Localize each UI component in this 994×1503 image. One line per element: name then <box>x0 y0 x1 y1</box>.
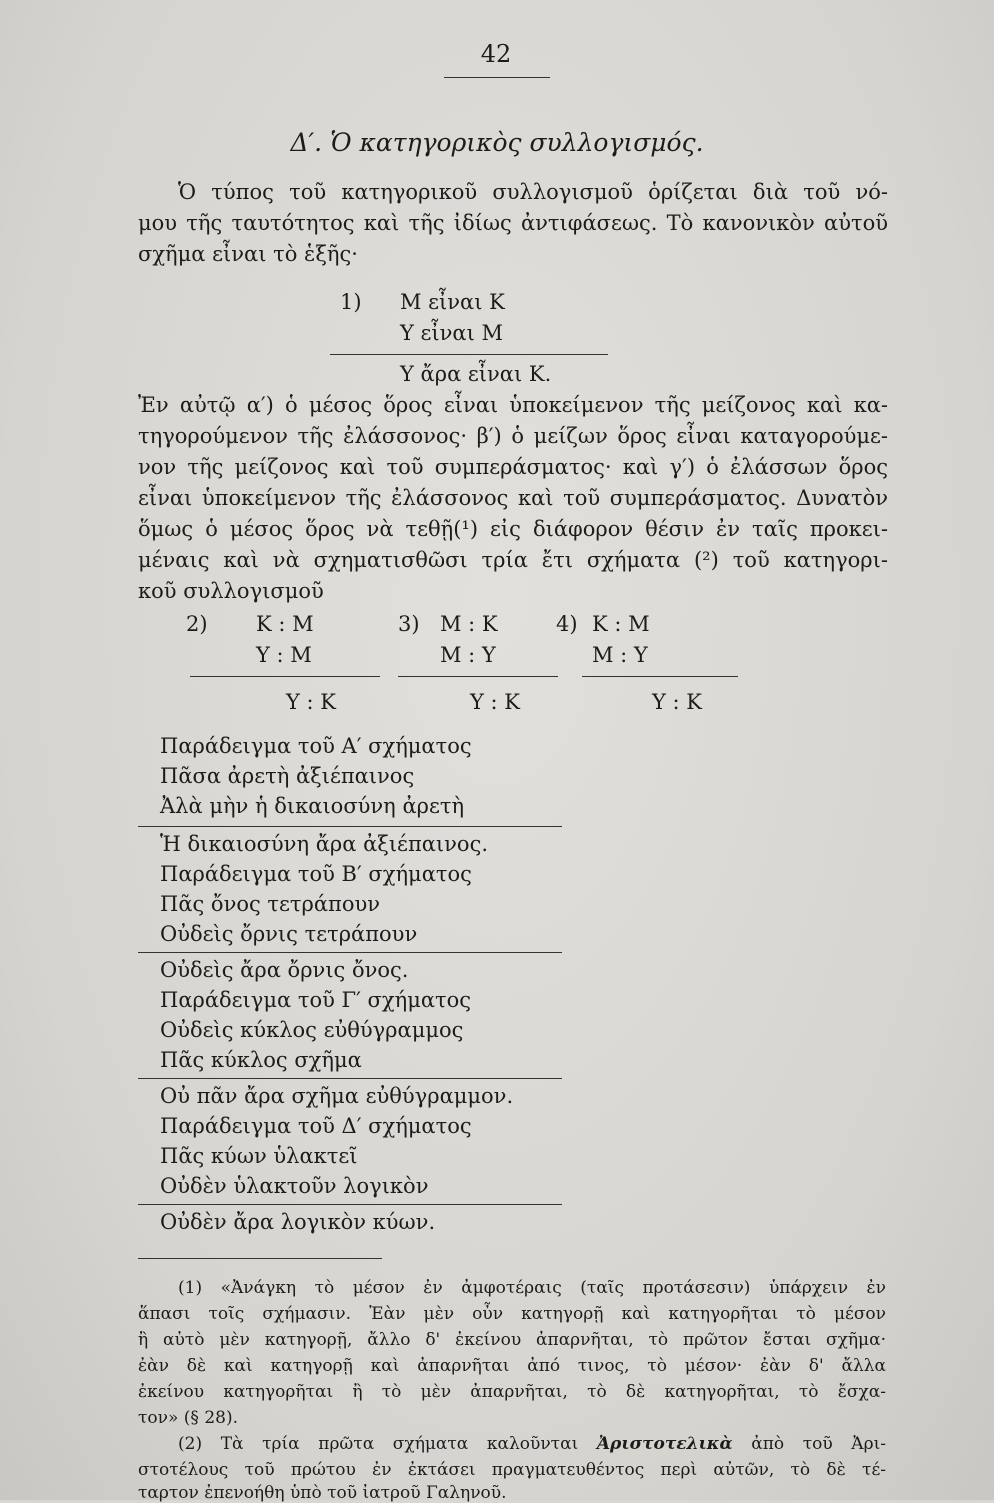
footnote1-line-2: ἅπασι τοῖς σχήμασιν. Ἐὰν μὲν οὖν κατηγορῇ καὶ κατηγορῆται τὸ μέσον <box>138 1304 886 1324</box>
footnote2-line-2: στοτέλους τοῦ πρώτου ἐν ἐκτάσει πραγματευθέντος περὶ αὐτῶν, τὸ δὲ τέ- <box>138 1460 886 1480</box>
example-a-conclusion: Ἡ δικαιοσύνη ἄρα ἀξιέπαινος. <box>160 832 489 856</box>
figure3-minor: Μ : Υ <box>440 643 496 667</box>
figure2-minor: Υ : Μ <box>256 643 312 667</box>
figure4-rule <box>582 676 738 677</box>
footnote1-line-4: ἐὰν δὲ καὶ κατηγορῇ καὶ ἀπαρνῆται ἀπό τινος, τὸ μέσον· ἐὰν δ' ἄλλα <box>138 1356 886 1376</box>
figure4-minor: Μ : Υ <box>592 643 648 667</box>
figure2-rule <box>190 676 380 677</box>
figure2-conclusion: Υ : Κ <box>286 690 336 714</box>
example-a-major: Πᾶσα ἀρετὴ ἀξιέπαινος <box>160 764 415 788</box>
footnote2-line-1 <box>138 1434 886 1454</box>
figure1-minor: Υ εἶναι Μ <box>400 321 504 345</box>
footnote2-bold-term: Ἀριστοτελικὰ <box>596 1434 733 1454</box>
explanation-line-7: κοῦ συλλογισμοῦ <box>138 579 324 603</box>
footnote2-post: ἀπὸ τοῦ Ἀρι- <box>732 1434 886 1454</box>
figure1-label: 1) <box>340 290 362 314</box>
example-b-minor: Οὐδεὶς ὄρνις τετράπουν <box>160 922 418 946</box>
footnote1-line-1: (1) «Ἀνάγκη τὸ μέσον ἐν ἀμφοτέραις (ταῖς προτάσεσιν) ὑπάρχειν ἐν <box>178 1278 886 1298</box>
explanation-line-1: Ἐν αὐτῷ α′) ὁ μέσος ὅρος εἶναι ὑποκείμενον τῆς μείζονος καὶ κα- <box>138 393 888 417</box>
intro-line-1: Ὁ τύπος τοῦ κατηγορικοῦ συλλογισμοῦ ὁρίζεται διὰ τοῦ νό- <box>178 180 888 204</box>
intro-line-3: σχῆμα εἶναι τὸ ἑξῆς· <box>138 242 358 266</box>
explanation-line-2: τηγορούμενον τῆς ἐλάσσονος· β′) ὁ μείζων ὅρος εἶναι καταγορούμε- <box>138 424 888 448</box>
figure3-major: Μ : Κ <box>440 612 498 636</box>
example-b-title: Παράδειγμα τοῦ Β′ σχήματος <box>160 862 472 886</box>
figure1-conclusion: Υ ἄρα εἶναι Κ. <box>400 362 552 386</box>
example-c-minor: Πᾶς κύκλος σχῆμα <box>160 1048 362 1072</box>
figure3-rule <box>398 676 558 677</box>
page-number-rule <box>444 77 550 78</box>
section-heading: Δ′. Ὁ κατηγορικὸς συλλογισμός. <box>290 128 704 157</box>
footnote2-pre: (2) Τὰ τρία πρῶτα σχήματα καλοῦνται <box>178 1434 597 1454</box>
example-d-minor: Οὐδὲν ὑλακτοῦν λογικὸν <box>160 1174 429 1198</box>
figure3-label: 3) <box>398 612 420 636</box>
figure1-major: Μ εἶναι Κ <box>400 290 505 314</box>
figure3-conclusion: Υ : Κ <box>470 690 520 714</box>
figure2-major: Κ : Μ <box>256 612 314 636</box>
example-c-major: Οὐδεὶς κύκλος εὐθύγραμμος <box>160 1018 464 1042</box>
page-number: 42 <box>480 40 512 68</box>
example-b-major: Πᾶς ὄνος τετράπουν <box>160 892 381 916</box>
example-a-title: Παράδειγμα τοῦ Α′ σχήματος <box>160 734 472 758</box>
explanation-line-5: ὅμως ὁ μέσος ὅρος νὰ τεθῇ(¹) εἰς διάφορον θέσιν ἐν ταῖς προκει- <box>138 517 888 541</box>
figure1-rule <box>330 354 608 355</box>
figure2-label: 2) <box>186 612 208 636</box>
example-b-conclusion: Οὐδεὶς ἄρα ὄρνις ὄνος. <box>160 958 409 982</box>
example-a-minor: Ἀλὰ μὴν ἡ δικαιοσύνη ἀρετὴ <box>160 794 465 818</box>
footnote1-line-3: ἢ αὐτὸ μὲν κατηγορῇ, ἄλλο δ' ἐκείνου ἀπαρνῆται, τὸ πρῶτον ἔσται σχῆμα· <box>138 1330 886 1350</box>
figure4-major: Κ : Μ <box>592 612 650 636</box>
example-c-title: Παράδειγμα τοῦ Γ′ σχήματος <box>160 988 472 1012</box>
example-a-rule <box>138 826 562 827</box>
example-c-rule <box>138 1078 562 1079</box>
example-d-conclusion: Οὐδὲν ἄρα λογικὸν κύων. <box>160 1210 436 1234</box>
footnote-separator <box>138 1258 382 1259</box>
footnote2-line-3: ταρτον ἐπενοήθη ὑπὸ τοῦ ἰατροῦ Γαληνοῦ. <box>138 1483 507 1503</box>
footnote1-line-6: τον» (§ 28). <box>138 1408 238 1428</box>
explanation-line-6: μέναις καὶ νὰ σχηματισθῶσι τρία ἔτι σχήματα (²) τοῦ κατηγορι- <box>138 548 888 572</box>
example-b-rule <box>138 952 562 953</box>
intro-line-2: μου τῆς ταυτότητος καὶ τῆς ἰδίως ἀντιφάσεως. Τὸ κανονικὸν αὐτοῦ <box>138 211 888 235</box>
example-d-rule <box>138 1204 562 1205</box>
explanation-line-3: νον τῆς μείζονος καὶ τοῦ συμπεράσματος· καὶ γ′) ὁ ἐλάσσων ὅρος <box>138 455 888 479</box>
example-d-major: Πᾶς κύων ὑλακτεῖ <box>160 1144 358 1168</box>
figure4-label: 4) <box>556 612 578 636</box>
explanation-line-4: εἶναι ὑποκείμενον τῆς ἐλάσσονος καὶ τοῦ συμπεράσματος. Δυνατὸν <box>138 486 888 510</box>
footnote1-line-5: ἐκείνου κατηγορῆται ἢ τὸ μὲν ἀπαρνῆται, τὸ δὲ κατηγορῆται, τὸ ἔσχα- <box>138 1382 886 1402</box>
example-c-conclusion: Οὐ πᾶν ἄρα σχῆμα εὐθύγραμμον. <box>160 1084 514 1108</box>
figure4-conclusion: Υ : Κ <box>652 690 702 714</box>
example-d-title: Παράδειγμα τοῦ Δ′ σχήματος <box>160 1114 472 1138</box>
